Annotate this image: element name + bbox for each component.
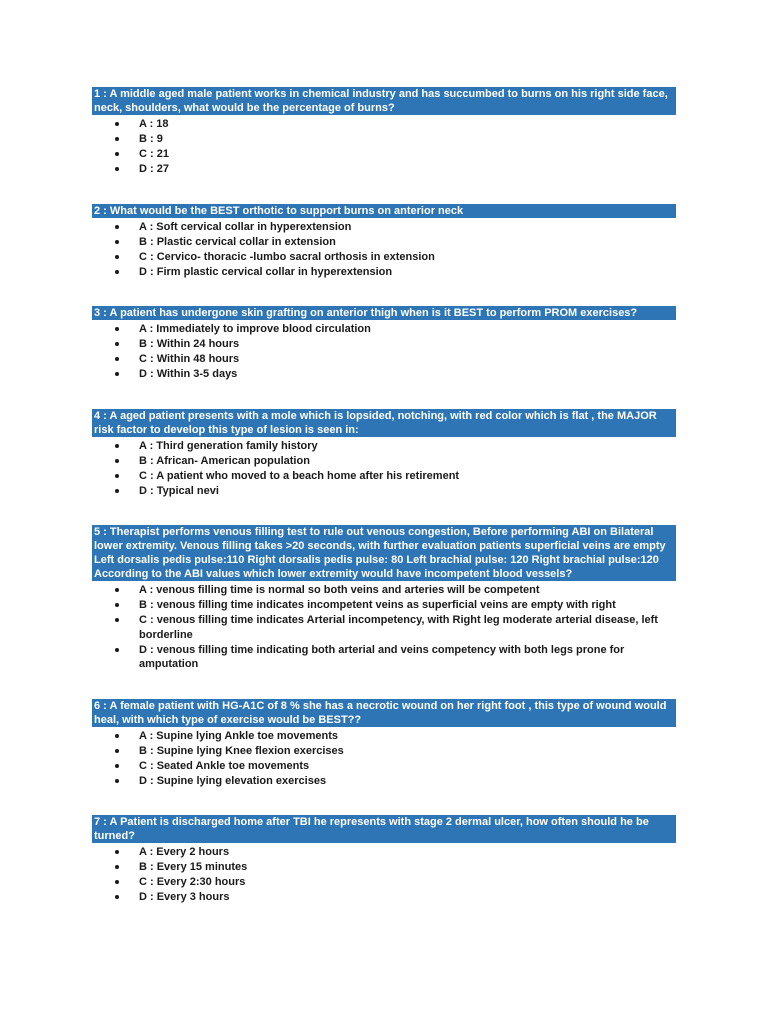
bullet-icon <box>115 137 119 141</box>
question-5 <box>92 525 676 672</box>
option-text: A : Soft cervical collar in hyperextension <box>139 220 352 233</box>
option-text: A : Immediately to improve blood circulation <box>139 323 371 335</box>
option-text: B : Every 15 minutes <box>139 861 248 873</box>
option-text: A : Supine lying Ankle toe movements <box>139 729 339 742</box>
option-text: A : Third generation family history <box>139 439 318 452</box>
bullet-icon <box>115 489 119 493</box>
option-item <box>92 220 676 235</box>
bullet-icon <box>115 240 119 244</box>
bullet-icon <box>115 357 119 361</box>
option-item <box>92 132 676 147</box>
option-item <box>92 117 676 132</box>
option-text: D : 27 <box>139 163 169 175</box>
option-item <box>92 759 676 774</box>
bullet-icon <box>115 603 119 607</box>
bullet-icon <box>115 152 119 156</box>
options-list <box>92 439 676 499</box>
question-text: 1 : A middle aged male patient works in chemical industry and has succumbed to burns on his right side face, neck, shoulders, what would be the percentage of burns? <box>92 87 676 115</box>
option-text: B : 9 <box>139 133 163 145</box>
bullet-icon <box>115 342 119 346</box>
option-text: C : A patient who moved to a beach home after his retirement <box>139 469 460 482</box>
option-text: C : Every 2:30 hours <box>139 876 246 888</box>
bullet-icon <box>115 459 119 463</box>
bullet-icon <box>115 327 119 331</box>
option-text: D : Typical nevi <box>139 484 219 497</box>
bullet-icon <box>115 618 119 622</box>
option-text: B : Plastic cervical collar in extension <box>139 235 336 248</box>
document-page <box>92 87 676 905</box>
bullet-icon <box>115 372 119 376</box>
option-item <box>92 890 676 905</box>
bullet-icon <box>115 865 119 869</box>
question-text: 2 : What would be the BEST orthotic to support burns on anterior neck <box>92 204 676 218</box>
question-text: 6 : A female patient with HG-A1C of 8 % she has a necrotic wound on her right foot , this type of wound would heal, with which type of exercise would be BEST?? <box>92 699 676 727</box>
option-item <box>92 322 676 337</box>
bullet-icon <box>115 880 119 884</box>
bullet-icon <box>115 225 119 229</box>
option-item <box>92 454 676 469</box>
question-text: 4 : A aged patient presents with a mole which is lopsided, notching, with red color which is flat , the MAJOR risk factor to develop this type of lesion is seen in: <box>92 409 676 437</box>
question-4 <box>92 409 676 499</box>
option-item <box>92 337 676 352</box>
bullet-icon <box>115 474 119 478</box>
bullet-icon <box>115 764 119 768</box>
option-item <box>92 875 676 890</box>
option-text: C : Within 48 hours <box>139 353 240 365</box>
option-item <box>92 613 676 642</box>
option-item <box>92 774 676 789</box>
bullet-icon <box>115 895 119 899</box>
option-text: B : Within 24 hours <box>139 338 240 350</box>
bullet-icon <box>115 444 119 448</box>
bullet-icon <box>115 588 119 592</box>
option-item <box>92 352 676 367</box>
bullet-icon <box>115 255 119 259</box>
options-list <box>92 220 676 280</box>
option-item <box>92 367 676 382</box>
question-6 <box>92 699 676 789</box>
options-list <box>92 322 676 382</box>
option-item <box>92 484 676 499</box>
bullet-icon <box>115 648 119 652</box>
question-text: 7 : A Patient is discharged home after TBI he represents with stage 2 dermal ulcer, how often should he be turned? <box>92 815 676 843</box>
option-text: D : Within 3-5 days <box>139 368 238 380</box>
option-text: B : venous filling time indicates incompetent veins as superficial veins are empty with right <box>139 599 616 611</box>
options-list <box>92 729 676 789</box>
question-1 <box>92 87 676 177</box>
option-item <box>92 860 676 875</box>
option-item <box>92 598 676 613</box>
bullet-icon <box>115 734 119 738</box>
option-text: D : Supine lying elevation exercises <box>139 774 327 787</box>
option-text: A : 18 <box>139 118 169 130</box>
option-item <box>92 439 676 454</box>
option-text: C : venous filling time indicates Arterial incompetency, with Right leg moderate arterial disease, left borderline <box>139 614 658 641</box>
option-item <box>92 583 676 598</box>
bullet-icon <box>115 850 119 854</box>
question-7 <box>92 815 676 905</box>
option-item <box>92 147 676 162</box>
bullet-icon <box>115 270 119 274</box>
question-text: 5 : Therapist performs venous filling test to rule out venous congestion, Before performing ABI on Bilateral lower extremity. Venous filling takes >20 seconds, with further evaluation patients superficial veins are empty Left dorsalis pedis pulse:110 Right dorsalis pedis pulse: 80 Left brachial pulse: 120 Right brachial pulse:120 According to the ABI values which lower extremity would have incompetent blood vessels? <box>92 525 676 581</box>
question-2 <box>92 204 676 280</box>
option-text: B : Supine lying Knee flexion exercises <box>139 744 344 757</box>
option-text: A : Every 2 hours <box>139 846 230 858</box>
option-item <box>92 235 676 250</box>
bullet-icon <box>115 122 119 126</box>
bullet-icon <box>115 167 119 171</box>
options-list <box>92 117 676 177</box>
option-item <box>92 744 676 759</box>
option-item <box>92 250 676 265</box>
option-text: C : 21 <box>139 148 169 160</box>
bullet-icon <box>115 779 119 783</box>
question-3 <box>92 306 676 382</box>
option-item <box>92 469 676 484</box>
option-item <box>92 162 676 177</box>
option-item <box>92 643 676 672</box>
bullet-icon <box>115 749 119 753</box>
options-list <box>92 583 676 672</box>
question-text: 3 : A patient has undergone skin grafting on anterior thigh when is it BEST to perform PROM exercises? <box>92 306 676 320</box>
option-text: C : Seated Ankle toe movements <box>139 759 310 772</box>
option-item <box>92 845 676 860</box>
option-text: D : venous filling time indicating both arterial and veins competency with both legs prone for amputation <box>139 643 625 670</box>
option-item <box>92 265 676 280</box>
options-list <box>92 845 676 905</box>
option-text: B : African- American population <box>139 454 310 467</box>
option-text: A : venous filling time is normal so both veins and arteries will be competent <box>139 584 540 596</box>
option-text: D : Firm plastic cervical collar in hyperextension <box>139 265 393 278</box>
option-text: D : Every 3 hours <box>139 891 230 903</box>
option-text: C : Cervico- thoracic -lumbo sacral orthosis in extension <box>139 250 435 263</box>
option-item <box>92 729 676 744</box>
